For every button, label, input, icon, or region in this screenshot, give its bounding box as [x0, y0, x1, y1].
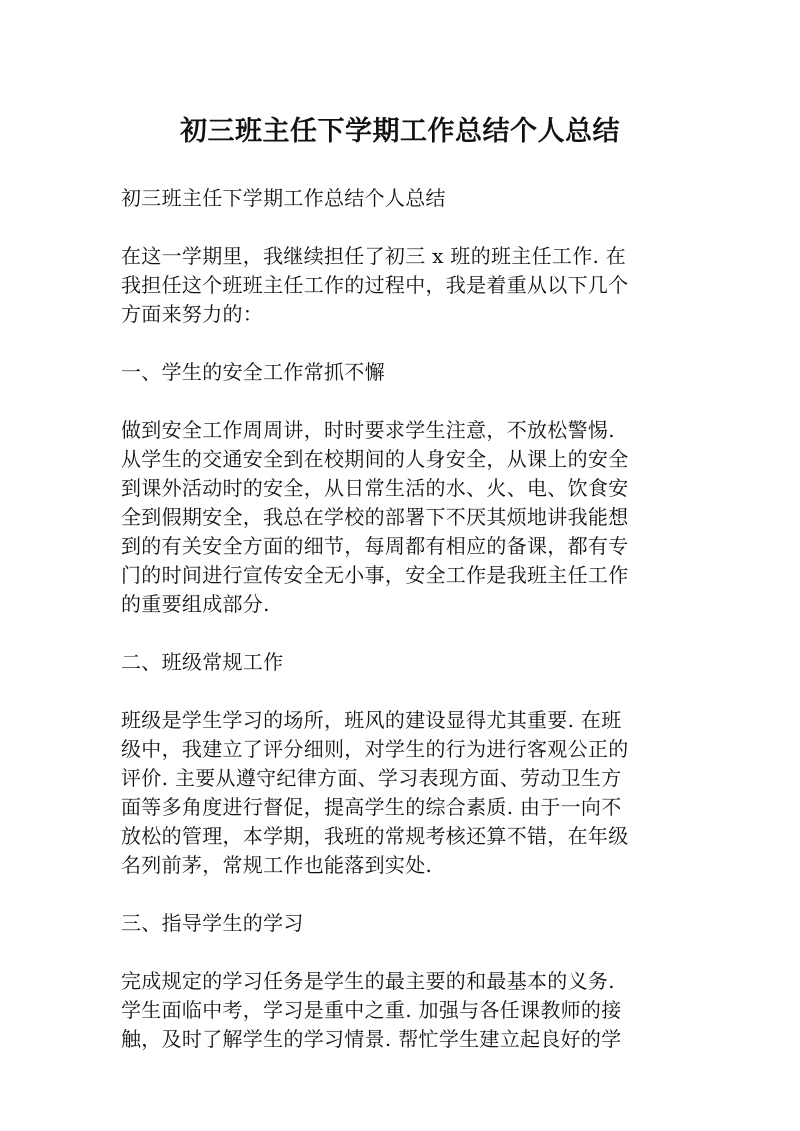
section-heading-study-guidance: [121, 909, 681, 938]
section-heading-class-routine: [121, 648, 681, 677]
text-line: 面等多角度进行督促，提高学生的综合素质. 由于一向不: [121, 795, 622, 819]
class-routine-paragraph: [121, 706, 681, 880]
text-line: 到的有关安全方面的细节，每周都有相应的备课，都有专: [121, 534, 629, 558]
document-title: 初三班主任下学期工作总结个人总结: [180, 116, 620, 147]
text-line: 方面来努力的：: [121, 302, 264, 326]
text-line: 完成规定的学习任务是学生的最主要的和最基本的义务.: [121, 969, 615, 993]
text-line: 二、班级常规工作: [121, 650, 284, 674]
text-line: 学生面临中考，学习是重中之重. 加强与各任课教师的接: [121, 998, 622, 1022]
section-heading-safety: [121, 358, 681, 387]
safety-paragraph: [121, 416, 681, 619]
text-line: 从学生的交通安全到在校期间的人身安全，从课上的安全: [121, 447, 629, 471]
text-line: 到课外活动时的安全，从日常生活的水、火、电、饮食安: [121, 476, 629, 500]
text-line: 评价. 主要从遵守纪律方面、学习表现方面、劳动卫生方: [121, 766, 622, 790]
study-guidance-paragraph: [121, 967, 681, 1054]
text-line: 一、学生的安全工作常抓不懈: [121, 360, 385, 384]
text-line: 我担任这个班班主任工作的过程中，我是着重从以下几个: [121, 273, 629, 297]
text-line: 放松的管理，本学期，我班的常规考核还算不错，在年级: [121, 824, 629, 848]
subtitle: [121, 184, 681, 213]
text-line: 名列前茅，常规工作也能落到实处.: [121, 853, 433, 877]
text-line: 门的时间进行宣传安全无小事，安全工作是我班主任工作: [121, 563, 629, 587]
text-line: 三、指导学生的学习: [121, 911, 304, 935]
text-line: 初三班主任下学期工作总结个人总结: [121, 186, 446, 210]
text-line: 班级是学生学习的场所，班风的建设显得尤其重要. 在班: [121, 708, 622, 732]
text-line: 级中，我建立了评分细则，对学生的行为进行客观公正的: [121, 737, 629, 761]
intro-paragraph: [121, 242, 681, 329]
text-line: 做到安全工作周周讲，时时要求学生注意，不放松警惕.: [121, 418, 615, 442]
document-body: [121, 184, 681, 1083]
text-line: 的重要组成部分.: [121, 592, 270, 616]
text-line: 在这一学期里，我继续担任了初三 x 班的班主任工作. 在: [121, 244, 627, 268]
text-line: 触，及时了解学生的学习情景. 帮忙学生建立起良好的学: [121, 1027, 622, 1051]
text-line: 全到假期安全，我总在学校的部署下不厌其烦地讲我能想: [121, 505, 629, 529]
